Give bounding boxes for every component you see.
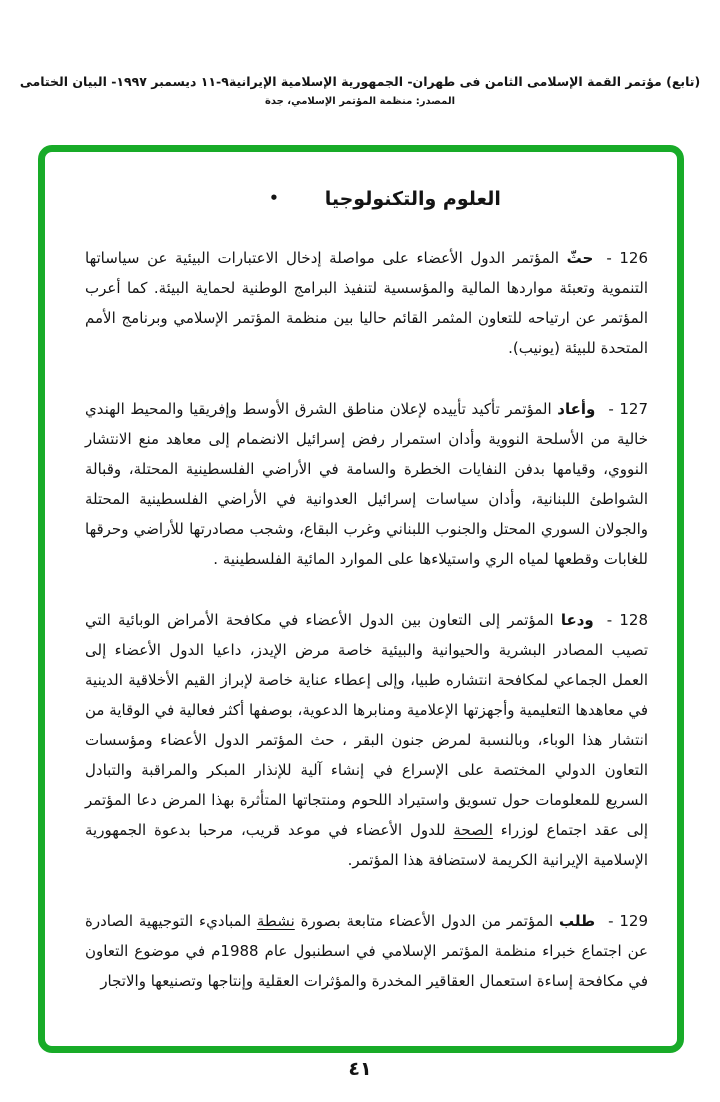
paragraph-number: 127 - (608, 400, 648, 418)
paragraph-text (85, 400, 648, 568)
paragraph-text (85, 912, 648, 990)
page-number: ٤١ (348, 1058, 372, 1080)
paragraph-number: 129 - (608, 912, 648, 930)
green-frame (38, 145, 684, 1053)
paragraph-number: 126 - (606, 249, 648, 267)
text-segment: ودعا (560, 611, 594, 629)
text-segment: الصحة (453, 821, 493, 839)
text-segment: حثّ (566, 249, 594, 267)
numbered-paragraph (85, 906, 648, 996)
text-segment: المؤتمر إلى التعاون بين الدول الأعضاء في مكافحة الأمراض الوبائية التي تصيب المصادر البشرية والحيوانية والبيئية خاصة مرض الإيدز، داعيا الدول الأعضاء إلى العمل الجماعي لمكافحة انتشاره طبيا، وإلى إعطاء عناية خاصة لإبراز القيم الأخلاقية الدينية في معاهدها التعليمية وأجهزتها الإعلامية ومنابرها الدعوية، بوصفها أكثر فعالية في الوقاية من انتشار هذا الوباء، وبالنسبة لمرض جنون البقر ، حث المؤتمر الدول الأعضاء ومؤسسات التعاون الدولي المختصة على الإسراع في إنشاء آلية للإنذار المبكر والمراقبة والتبادل السريع للمعلومات حول تسويق واستيراد اللحوم ومنتجاتها المتأثرة بهذا المرض دعا المؤتمر إلى عقد اجتماع لوزراء (85, 611, 648, 839)
paragraph-number: 128 - (606, 611, 648, 629)
text-segment: المباديء التوجيهية الصادرة عن اجتماع خبراء منظمة المؤتمر الإسلامي في اسطنبول عام 1988م في موضوع التعاون في مكافحة إساءة استعمال العقاقير المخدرة والمؤثرات العقلية وإنتاجها وتصنيعها والاتجار (85, 912, 648, 990)
section-title: العلوم والتكنولوجيا (324, 188, 501, 210)
text-segment: المؤتمر تأكيد تأييده لإعلان مناطق الشرق الأوسط وإفريقيا والمحيط الهندي خالية من الأسلحة النووية وأدان استمرار رفض إسرائيل الانضمام إلى معاهد منع الانتشار النووي، وقيامها بدفن النفايات الخطرة والسامة في الأراضي الفلسطينية المحتلة، وقبالة الشواطئ اللبنانية، وأدان سياسات إسرائيل العدوانية في الأراضي الفلسطينية المحتلة والجولان السوري المحتل والجنوب اللبناني وغرب البقاع، وشجب مصادرتها للأراضي وحرقها للغابات وقطعها لمياه الري واستيلاءها على الموارد المائية الفلسطينية . (85, 400, 648, 568)
text-segment: نشطة (256, 912, 295, 930)
bullet-icon: • (269, 189, 279, 207)
numbered-paragraph (85, 394, 648, 574)
numbered-paragraph (85, 243, 648, 363)
text-segment: المؤتمر الدول الأعضاء على مواصلة إدخال الاعتبارات البيئية عن سياساتها التنموية وتعبئة مواردها المالية والمؤسسية لتنفيذ البرامج الوطنية لحماية البيئة. كما أعرب المؤتمر عن ارتياحه للتعاون المثمر القائم حاليا بين منظمة المؤتمر الإسلامي وبرنامج الأمم المتحدة للبيئة (يونيب). (85, 249, 648, 357)
numbered-paragraph (85, 605, 648, 875)
document-header (10, 74, 710, 107)
text-segment: وأعاد (557, 400, 596, 418)
paragraph-list (85, 243, 648, 996)
section-title-row (69, 188, 701, 210)
header-title: (تابع) مؤتمر القمة الإسلامى الثامن فى طهران- الجمهورية الإسلامية الإيرانية٩-١١ ديسمبر ١٩٩٧- البيان الختامى (19, 74, 701, 89)
paragraph-text (85, 611, 648, 869)
paragraph-text (85, 249, 648, 357)
text-segment: المؤتمر من الدول الأعضاء متابعة بصورة (294, 912, 559, 930)
text-segment: للدول الأعضاء في موعد قريب، مرحبا بدعوة الجمهورية الإسلامية الإيرانية الكريمة لاستضافة هذا المؤتمر. (85, 821, 648, 869)
header-source: المصدر: منظمة المؤتمر الإسلامي، جدة (264, 96, 456, 107)
text-segment: طلب (558, 912, 596, 930)
